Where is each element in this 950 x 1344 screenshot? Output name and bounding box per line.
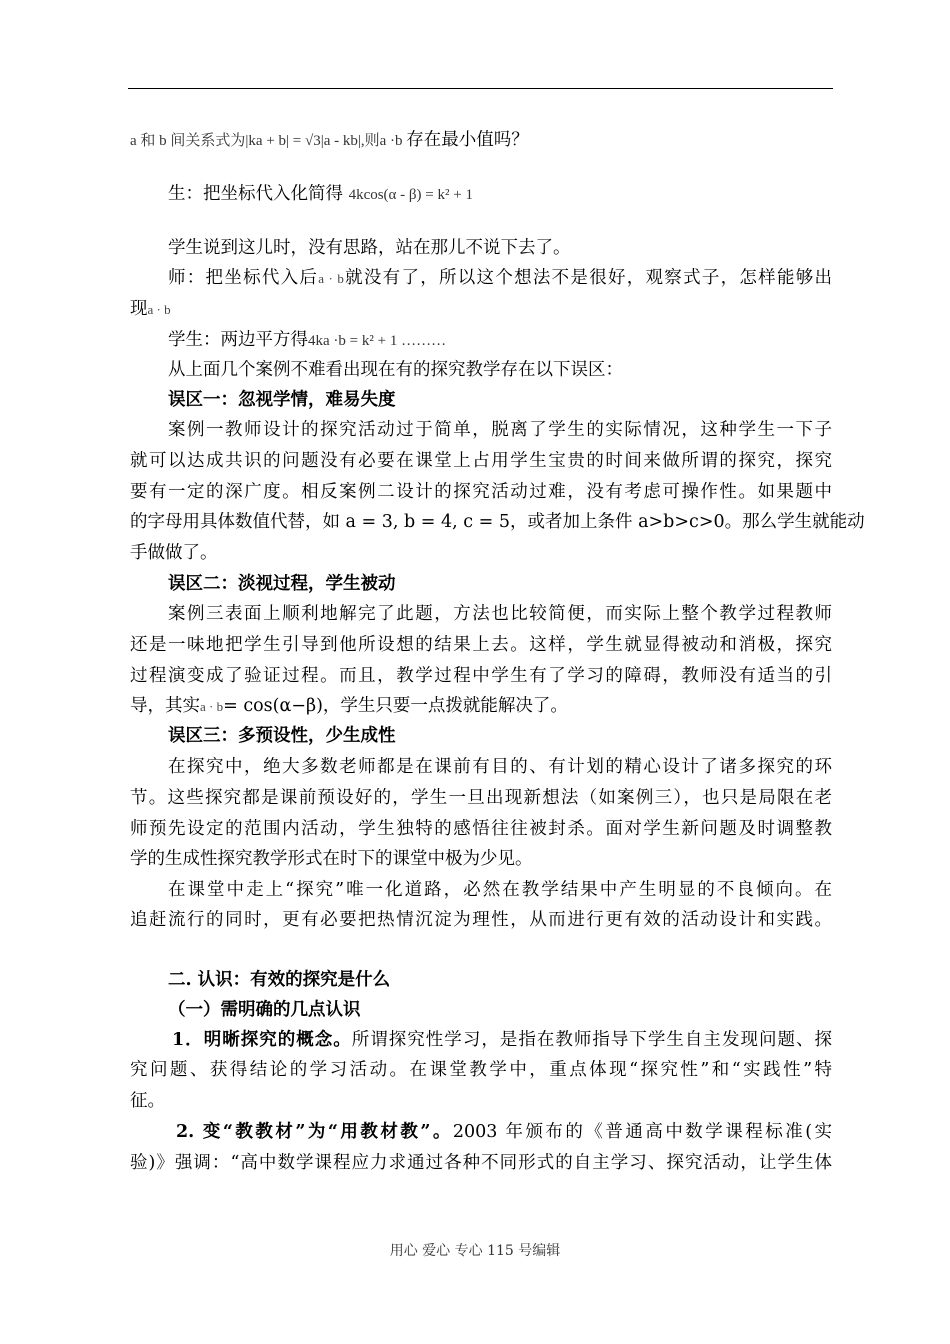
line-15 xyxy=(168,602,832,626)
math-expression: 4kcos(α - β) = k² + 1 xyxy=(348,187,473,203)
text-run: 师：把坐标代入后 xyxy=(168,268,319,288)
header-rule xyxy=(128,88,833,89)
text-run: 导，其实 xyxy=(130,696,200,716)
line-31 xyxy=(176,1120,832,1144)
line-24 xyxy=(168,878,832,902)
line-21 xyxy=(130,786,832,810)
line-13 xyxy=(130,541,832,565)
line-28 xyxy=(172,1028,832,1052)
line-16 xyxy=(130,633,832,657)
line-29 xyxy=(130,1058,832,1082)
subsection-heading-1 xyxy=(168,998,832,1022)
line-32 xyxy=(130,1151,832,1175)
line-6 xyxy=(168,328,832,353)
text-run: 就可以达成共识的问题没有必要在课堂上占用学生宝贵的时间来做所谓的探究，探究 xyxy=(130,451,832,471)
text-run: 究问题、获得结论的学习活动。在课堂教学中，重点体现“探究性”和“实践性”特 xyxy=(130,1060,832,1080)
heading-misconception-2 xyxy=(168,572,832,596)
bold-text: 误区三：多预设性，少生成性 xyxy=(168,726,396,746)
heading-misconception-3 xyxy=(168,724,832,748)
line-20 xyxy=(168,755,832,779)
math-expression: a 和 b 间关系式为|ka + b| = √3|a - kb|,则a ·b xyxy=(130,133,407,149)
text-run: 从上面几个案例不难看出现在有的探究教学存在以下误区： xyxy=(168,360,623,380)
line-2 xyxy=(168,182,832,207)
line-17 xyxy=(130,664,832,688)
line-10 xyxy=(130,449,832,473)
text-run: 验)》强调：“高中数学课程应力求通过各种不同形式的自主学习、探究活动，让学生体 xyxy=(130,1153,832,1173)
line-18 xyxy=(130,694,832,719)
text-run: 要有一定的深广度。相反案例二设计的探究活动过难，没有考虑可操作性。如果题中 xyxy=(130,482,832,502)
text-run: 案例一教师设计的探究活动过于简单，脱离了学生的实际情况，这种学生一下子 xyxy=(168,420,832,440)
text-run: 节。这些探究都是课前预设好的，学生一旦出现新想法（如案例三），也只是局限在老 xyxy=(130,788,832,808)
text-run: 存在最小值吗？ xyxy=(406,130,529,150)
bold-text: 误区一：忽视学情，难易失度 xyxy=(168,390,396,410)
line-1 xyxy=(130,128,832,153)
text-run: 的字母用具体数值代替，如 a = 3, b = 4, c = 5，或者加上条件 a>b>c>0。那么学生就能动 xyxy=(130,512,865,532)
line-11 xyxy=(130,480,832,504)
text-run: 现 xyxy=(130,299,148,319)
text-run: 过程演变成了验证过程。而且，教学过程中学生有了学习的障碍，教师没有适当的引 xyxy=(130,666,832,686)
bold-text: 误区二：淡视过程，学生被动 xyxy=(168,574,396,594)
text-run: 在课堂中走上“探究”唯一化道路，必然在教学结果中产生明显的不良倾向。在 xyxy=(168,880,832,900)
text-run: 学的生成性探究教学形式在时下的课堂中极为少见。 xyxy=(130,849,533,869)
line-9 xyxy=(168,418,832,442)
line-30 xyxy=(130,1089,832,1113)
math-expression: a · b xyxy=(318,271,344,286)
text-run: = cos(α−β)，学生只要一点拨就能解决了。 xyxy=(223,696,568,716)
text-run: 2003 年颁布的《普通高中数学课程标准(实 xyxy=(452,1122,833,1142)
line-22 xyxy=(130,817,832,841)
text-run: 学生：两边平方得 xyxy=(168,330,308,350)
text-run: 就没有了，所以这个想法不是很好，观察式子，怎样能够出 xyxy=(343,268,833,288)
page-footer: 用心 爱心 专心 115 号编辑 xyxy=(389,1243,561,1259)
bold-text: 二. 认识：有效的探究是什么 xyxy=(168,970,391,990)
bold-text: （一）需明确的几点认识 xyxy=(168,1000,361,1020)
line-4 xyxy=(168,266,832,291)
text-run: 师预先设定的范围内活动，学生独特的感悟往往被封杀。面对学生新问题及时调整教 xyxy=(130,819,832,839)
text-run: 案例三表面上顺利地解完了此题，方法也比较简便，而实际上整个教学过程教师 xyxy=(168,604,832,624)
bold-text: 1．明晰探究的概念。 xyxy=(172,1030,352,1050)
bold-text: 2. 变“教教材”为“用教材教”。 xyxy=(176,1122,453,1142)
text-run: 在探究中，绝大多数老师都是在课前有目的、有计划的精心设计了诸多探究的环 xyxy=(168,757,832,777)
section-heading-2 xyxy=(168,968,832,992)
text-run: 征。 xyxy=(130,1091,165,1111)
line-3 xyxy=(168,236,832,260)
line-12 xyxy=(130,510,865,534)
math-expression: a · b xyxy=(200,699,224,714)
math-expression: a · b xyxy=(147,302,171,317)
text-run: 学生说到这儿时，没有思路，站在那儿不说下去了。 xyxy=(168,238,571,258)
text-run: 生：把坐标代入化简得 xyxy=(168,184,349,204)
line-25 xyxy=(130,908,832,932)
heading-misconception-1 xyxy=(168,388,832,412)
line-23 xyxy=(130,847,832,871)
text-run: 所谓探究性学习，是指在教师指导下学生自主发现问题、探 xyxy=(351,1030,832,1050)
text-run: 还是一味地把学生引导到他所设想的结果上去。这样，学生就显得被动和消极，探究 xyxy=(130,635,832,655)
text-run: 追赶流行的同时，更有必要把热情沉淀为理性，从而进行更有效的活动设计和实践。 xyxy=(130,910,832,930)
math-expression: 4ka ·b = k² + 1 ……… xyxy=(308,333,447,349)
text-run: 手做做了。 xyxy=(130,543,218,563)
line-5 xyxy=(130,297,832,322)
line-7 xyxy=(168,358,832,382)
